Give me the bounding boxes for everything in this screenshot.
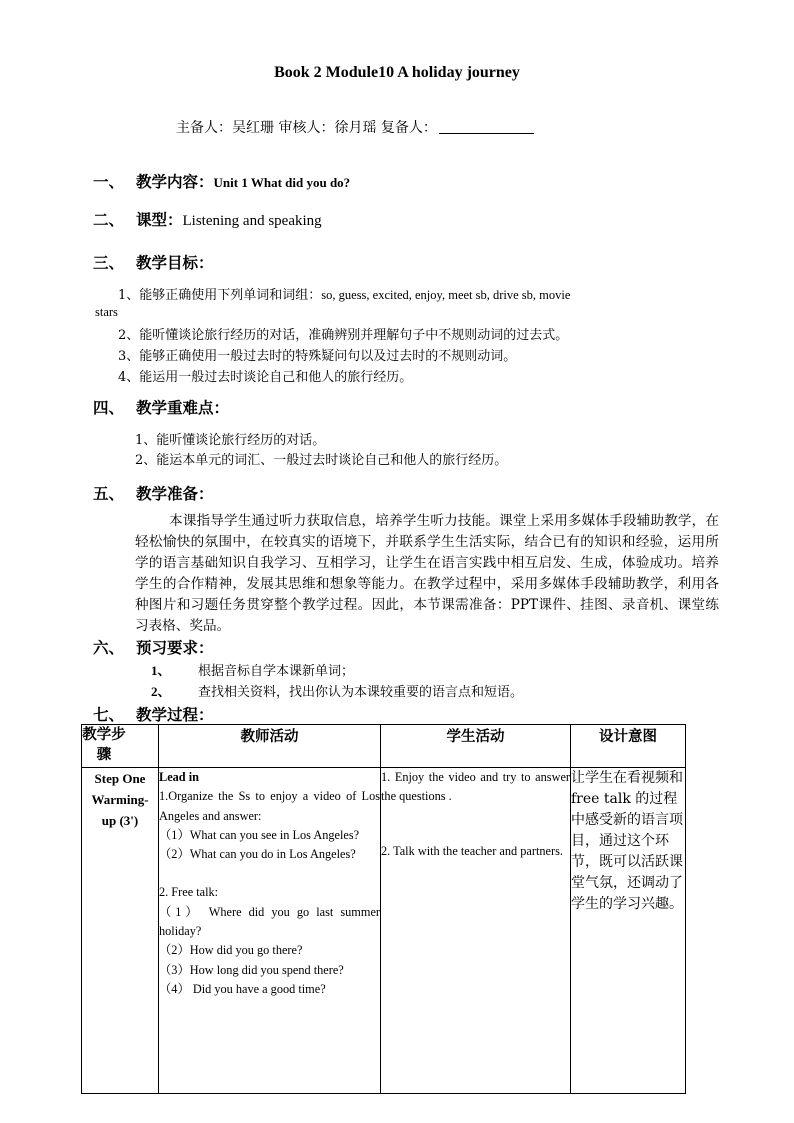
section-key-points: [93, 396, 229, 418]
section-label: 教学目标：: [136, 253, 214, 272]
section-label: 教学过程：: [136, 705, 214, 724]
section-number: 四、: [93, 398, 125, 417]
section-number: 二、: [93, 210, 125, 229]
objective-1-words-cont: stars: [95, 305, 118, 319]
section-objectives: [93, 251, 214, 273]
preview-item-1: [151, 660, 354, 679]
student-item: 2. Talk with the teacher and partners.: [381, 843, 563, 858]
step-cell: [82, 768, 159, 1094]
section-number: 六、: [93, 638, 125, 657]
preparation-paragraph: 本课指导学生通过听力获取信息，培养学生听力技能。课堂上采用多媒体手段辅助教学，在轻松愉快的氛围中，在较真实的语境下，并联系学生生活实际，结合已有的知识和经验，运用所学的语言基础知识自我学习、互相学习，让学生在语言实践中相互启发、生成，体验成功。培养学生的合作精神，发展其思维和想象等能力。在教学过程中，采用多媒体手段辅助教学，利用各种图片和习题任务贯穿整个教学过程。因此，本节课需准备：PPT课件、挂图、录音机、课堂练习表格、奖品。: [135, 513, 719, 634]
key-point-1: 1、能听懂谈论旅行经历的对话。: [135, 433, 326, 448]
section-label: 课型：: [136, 210, 183, 229]
section-label: 教学准备：: [136, 484, 214, 503]
prepared-by-text: 主备人：吴红珊 审核人：徐月瑶 复备人：: [176, 120, 437, 136]
teacher-item: 1.Organize the Ss to enjoy a video of Los Angeles and answer:: [159, 789, 380, 823]
section-content: [93, 170, 350, 192]
header-step-text: 教学步骤: [82, 726, 126, 763]
objective-3: 3、能够正确使用一般过去时的特殊疑问句以及过去时的不规则动词。: [118, 349, 517, 364]
teacher-item: （1） Where did you go last summer holiday?: [159, 904, 380, 939]
table-header-row: [82, 725, 686, 768]
section-value: Listening and speaking: [182, 213, 322, 229]
teacher-item: （2）How did you go there?: [159, 943, 303, 958]
preview-item-text: 查找相关资料，找出你认为本课较重要的语言点和短语。: [198, 685, 524, 700]
section-lesson-type: [93, 208, 322, 230]
header-student: 学生活动: [381, 725, 571, 768]
preview-item-number: 2、: [151, 684, 171, 699]
objective-1-words: so, guess, excited, enjoy, meet sb, drive sb, movie: [321, 288, 571, 302]
design-intent-cell: 让学生在看视频和 free talk 的过程中感受新的语言项目，通过这个环节，既可以活跃课堂气氛，还调动了学生的学习兴趣。: [571, 768, 686, 1094]
objective-1-text: 1、能够正确使用下列单词和词组：: [118, 288, 322, 303]
table-row: [82, 768, 686, 1094]
preview-item-number: 1、: [151, 663, 171, 678]
objective-4: 4、能运用一般过去时谈论自己和他人的旅行经历。: [118, 370, 413, 385]
preview-item-2: [151, 681, 523, 700]
student-activity-cell: [381, 768, 571, 1094]
teacher-lead-in: Lead in: [159, 770, 199, 784]
teacher-activity-cell: [159, 768, 381, 1094]
section-label: 预习要求：: [136, 638, 214, 657]
section-value: Unit 1 What did you do?: [213, 175, 351, 190]
teacher-item: （4） Did you have a good time?: [159, 981, 326, 996]
teaching-process-table: [81, 724, 686, 1094]
objective-1-continued: [95, 305, 118, 320]
student-item: 1. Enjoy the video and try to answer the questions .: [381, 770, 570, 804]
section-number: 七、: [93, 705, 125, 724]
section-label: 教学内容：: [136, 172, 214, 191]
header-teacher: 教师活动: [159, 725, 381, 768]
header-step: [82, 725, 159, 768]
teacher-item: 2. Free talk:: [159, 885, 219, 900]
teacher-item: （2）What can you do in Los Angeles?: [159, 847, 356, 862]
objective-1: [118, 284, 570, 303]
section-process: [93, 703, 214, 725]
reviewer-blank: [439, 119, 534, 134]
document-title: Book 2 Module10 A holiday journey: [274, 64, 520, 81]
section-preparation: [93, 482, 214, 504]
header-design: 设计意图: [571, 725, 686, 768]
objective-2: 2、能听懂谈论旅行经历的对话，准确辨别并理解句子中不规则动词的过去式。: [118, 328, 569, 343]
section-number: 三、: [93, 253, 125, 272]
prepared-by-line: [176, 117, 534, 137]
key-point-2: 2、能运本单元的词汇、一般过去时谈论自己和他人的旅行经历。: [135, 453, 508, 468]
section-label: 教学重难点：: [136, 398, 230, 417]
section-number: 五、: [93, 484, 125, 503]
preview-item-text: 根据音标自学本课新单词；: [198, 664, 355, 679]
teacher-item: （1）What can you see in Los Angeles?: [159, 827, 360, 842]
section-number: 一、: [93, 172, 125, 191]
section-preview: [93, 636, 214, 658]
teacher-item: （3）How long did you spend there?: [159, 962, 344, 977]
step-text: Step One Warming-up (3'): [91, 771, 149, 828]
